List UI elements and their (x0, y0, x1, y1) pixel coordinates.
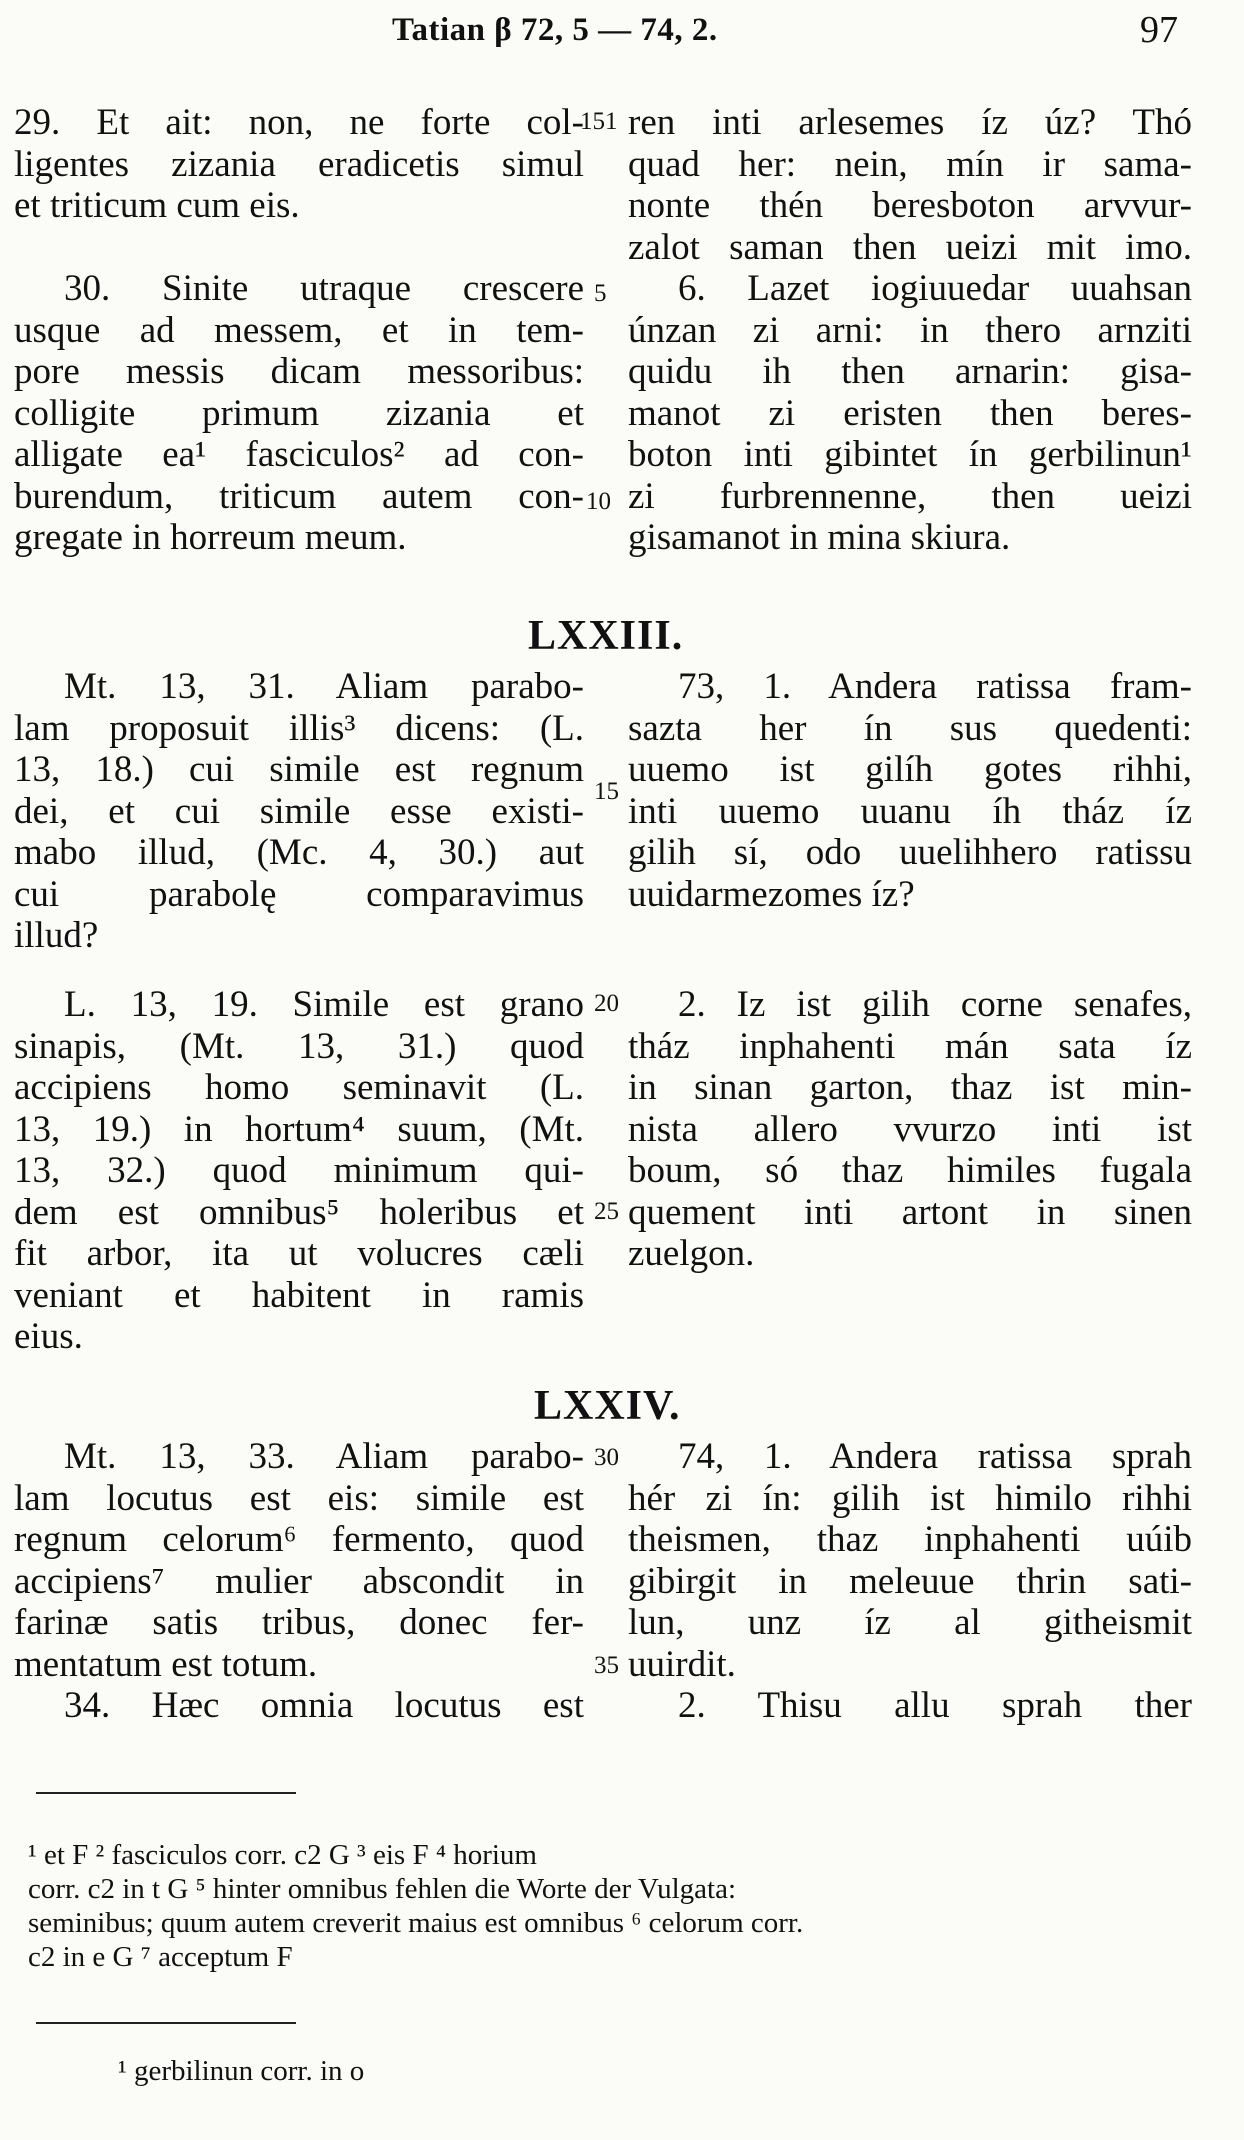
latin-line: Mt. 13, 33. Aliam parabo- (64, 1436, 584, 1477)
latin-line: 29. Et ait: non, ne forte col- (14, 102, 584, 143)
line-number: 20 (594, 990, 619, 1017)
latin-line: et triticum cum eis. (14, 185, 300, 226)
chapter-heading-74: LXXIV. (534, 1383, 681, 1429)
footnote-line: ¹ et F ² fasciculos corr. c2 G ³ eis F ⁴ horium (28, 1839, 537, 1871)
german-line: quad her: nein, mín ir sama- (628, 143, 1192, 185)
latin-line: veniant et habitent in ramis (14, 1274, 584, 1316)
german-column-section-1 (628, 102, 1192, 559)
latin-line: fit arbor, ita ut volucres cæli (14, 1233, 584, 1274)
german-line: nista allero vvurzo inti ist (628, 1108, 1192, 1150)
german-line: zi furbrennenne, then ueizi (628, 475, 1192, 517)
latin-line: gregate in horreum meum. (14, 517, 407, 558)
line-number: 35 (594, 1652, 619, 1679)
german-line: 2. Thisu allu sprah ther (678, 1685, 1192, 1726)
footnote-line: ¹ gerbilinun corr. in o (118, 2055, 365, 2087)
latin-line: farinæ satis tribus, donec fer- (14, 1602, 584, 1643)
latin-line: lam locutus est eis: simile est (14, 1477, 584, 1519)
latin-line: sinapis, (Mt. 13, 31.) quod (14, 1025, 584, 1067)
latin-column-73-2 (14, 984, 584, 1358)
german-line: boum, só thaz himiles fugala (628, 1150, 1192, 1191)
german-line: nonte thén beresboton arvvur- (628, 185, 1192, 226)
german-line: sazta her ín sus quedenti: (628, 707, 1192, 749)
german-line: inti uuemo uuanu íh tház íz (628, 790, 1192, 832)
latin-line: dem est omnibus⁵ holeribus et (14, 1191, 584, 1233)
line-number: 5 (594, 280, 607, 307)
latin-line: illud? (14, 915, 99, 956)
german-line: 73, 1. Andera ratissa fram- (678, 666, 1192, 707)
latin-line: L. 13, 19. Simile est grano (64, 984, 584, 1025)
german-line: uuirdit. (628, 1643, 736, 1685)
latin-line: accipiens homo seminavit (L. (14, 1067, 584, 1108)
latin-line: accipiens⁷ mulier abscondit in (14, 1560, 584, 1602)
latin-column-section-1 (14, 102, 584, 559)
page-number: 97 (1140, 9, 1178, 51)
footnote-rule (36, 2022, 296, 2024)
latin-line: regnum celorum⁶ fermento, quod (14, 1519, 584, 1560)
latin-line: 30. Sinite utraque crescere (64, 268, 584, 309)
german-column-73-2 (628, 984, 1192, 1275)
footnote-line: c2 in e G ⁷ acceptum F (28, 1941, 293, 1973)
german-line: tház inphahenti mán sata íz (628, 1025, 1192, 1067)
line-number: 15 (594, 778, 619, 805)
german-column-73-1 (628, 666, 1192, 915)
latin-line: 13, 32.) quod minimum qui- (14, 1150, 584, 1191)
line-number: 10 (586, 488, 611, 515)
latin-line: Mt. 13, 31. Aliam parabo- (64, 666, 584, 707)
german-line: gilih sí, odo uuelihhero ratissu (628, 832, 1192, 873)
german-line: zuelgon. (628, 1233, 755, 1274)
german-line: zalot saman then ueizi mit imo. (628, 226, 1192, 268)
german-line: quidu ih then arnarin: gisa- (628, 351, 1192, 392)
german-line: gibirgit in meleuue thrin sati- (628, 1560, 1192, 1602)
line-number: 25 (594, 1198, 619, 1225)
german-line: gisamanot in mina skiura. (628, 517, 1011, 558)
german-line: uuidarmezomes íz? (628, 873, 915, 915)
line-number: 30 (594, 1444, 619, 1471)
german-line: lun, unz íz al githeismit (628, 1602, 1192, 1643)
latin-line: pore messis dicam messoribus: (14, 351, 584, 392)
latin-line: lam proposuit illis³ dicens: (L. (14, 707, 584, 749)
line-number: 151 (580, 108, 618, 135)
chapter-heading-73: LXXIII. (528, 613, 684, 659)
running-header: Tatian β 72, 5 — 74, 2. (392, 12, 718, 48)
german-line: ren inti arlesemes íz úz? Thó (628, 102, 1192, 143)
german-line: manot zi eristen then beres- (628, 392, 1192, 434)
german-line: in sinan garton, thaz ist min- (628, 1067, 1192, 1108)
latin-line: alligate ea¹ fasciculos² ad con- (14, 434, 584, 475)
latin-line: mabo illud, (Mc. 4, 30.) aut (14, 832, 584, 873)
latin-column-73-1 (14, 666, 584, 957)
latin-line: ligentes zizania eradicetis simul (14, 143, 584, 185)
german-line: 6. Lazet iogiuuedar uuahsan (678, 268, 1192, 309)
latin-line: colligite primum zizania et (14, 392, 584, 434)
german-line: uuemo ist gilíh gotes rihhi, (628, 749, 1192, 790)
footnote-line: corr. c2 in t G ⁵ hinter omnibus fehlen die Worte der Vulgata: (28, 1873, 737, 1905)
latin-line: 34. Hæc omnia locutus est (64, 1685, 584, 1726)
footnote-rule (36, 1792, 296, 1794)
latin-line: eius. (14, 1316, 83, 1357)
german-line: 74, 1. Andera ratissa sprah (678, 1436, 1192, 1477)
latin-column-74 (14, 1436, 584, 1727)
latin-line: burendum, triticum autem con- (14, 475, 584, 517)
latin-line: usque ad messem, et in tem- (14, 309, 584, 351)
german-line: boton inti gibintet ín gerbilinun¹ (628, 434, 1192, 475)
german-line: theismen, thaz inphahenti uúib (628, 1519, 1192, 1560)
latin-line: cui parabolę comparavimus (14, 873, 584, 915)
latin-line: 13, 18.) cui simile est regnum (14, 749, 584, 790)
german-line: quement inti artont in sinen (628, 1191, 1192, 1233)
latin-line: 13, 19.) in hortum⁴ suum, (Mt. (14, 1108, 584, 1150)
german-line: 2. Iz ist gilih corne senafes, (678, 984, 1192, 1025)
latin-line: dei, et cui simile esse existi- (14, 790, 584, 832)
latin-line: mentatum est totum. (14, 1643, 318, 1685)
german-line: únzan zi arni: in thero arnziti (628, 309, 1192, 351)
german-line: hér zi ín: gilih ist himilo rihhi (628, 1477, 1192, 1519)
german-column-74 (628, 1436, 1192, 1727)
footnote-line: seminibus; quum autem creverit maius est omnibus ⁶ celorum corr. (28, 1907, 804, 1939)
